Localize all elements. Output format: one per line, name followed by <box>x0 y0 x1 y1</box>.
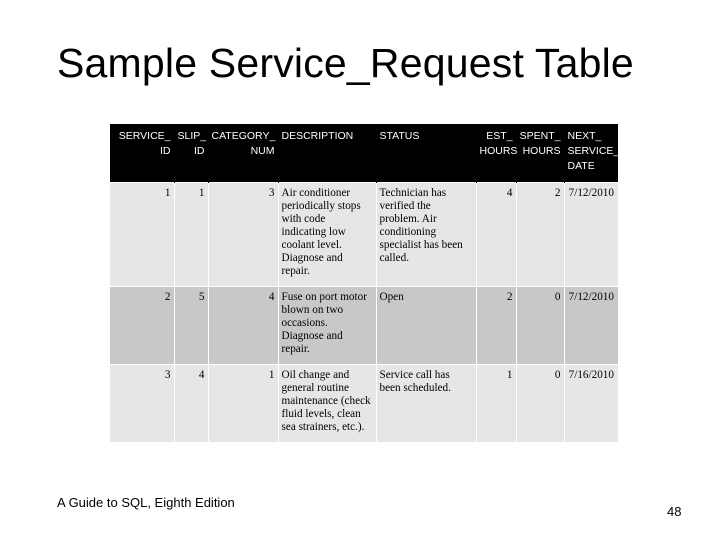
cell-next-service-date: 7/12/2010 <box>564 183 618 287</box>
cell-status: Technician has verified the problem. Air conditioning specialist has been called. <box>376 183 476 287</box>
cell-spent-hours: 0 <box>516 365 564 443</box>
service-request-table-container <box>110 124 618 442</box>
cell-est-hours: 4 <box>476 183 516 287</box>
slide-title: Sample Service_Request Table <box>57 40 634 86</box>
header-service-id: SERVICE_ ID <box>118 130 171 157</box>
cell-description: Fuse on port motor blown on two occasions. Diagnose and repair. <box>278 287 376 365</box>
cell-category-num: 3 <box>208 183 278 287</box>
cell-description: Oil change and general routine maintenance (check fluid levels, clean sea strainers, etc.). <box>278 365 376 443</box>
header-spent-hours: SPENT_ HOURS <box>516 124 564 183</box>
cell-spent-hours: 2 <box>516 183 564 287</box>
cell-slip-id: 1 <box>174 183 208 287</box>
cell-next-service-date: 7/12/2010 <box>564 287 618 365</box>
header-description: DESCRIPTION <box>278 124 376 183</box>
cell-next-service-date: 7/16/2010 <box>564 365 618 443</box>
cell-description: Air conditioner periodically stops with code indicating low coolant level. Diagnose and repair. <box>278 183 376 287</box>
table-row <box>110 365 618 443</box>
cell-status: Open <box>376 287 476 365</box>
header-est-hours: EST_ HOURS <box>476 124 516 183</box>
footer-text: A Guide to SQL, Eighth Edition <box>57 495 235 510</box>
cell-est-hours: 1 <box>476 365 516 443</box>
header-slip-id: SLIP_ ID <box>174 124 208 183</box>
service-request-table <box>110 124 618 442</box>
header-next-service-date: NEXT_ SERVICE_ DATE <box>564 124 618 183</box>
table-header-row <box>110 124 618 183</box>
page-number: 48 <box>667 504 682 519</box>
cell-slip-id: 5 <box>174 287 208 365</box>
table-row <box>110 287 618 365</box>
cell-category-num: 4 <box>208 287 278 365</box>
cell-est-hours: 2 <box>476 287 516 365</box>
cell-spent-hours: 0 <box>516 287 564 365</box>
cell-service-id: 1 <box>164 187 171 199</box>
cell-category-num: 1 <box>208 365 278 443</box>
cell-service-id: 3 <box>164 369 171 381</box>
cell-status: Service call has been scheduled. <box>376 365 476 443</box>
cell-service-id: 2 <box>164 291 171 303</box>
cell-slip-id: 4 <box>174 365 208 443</box>
table-row <box>110 183 618 287</box>
header-status: STATUS <box>376 124 476 183</box>
header-category-num: CATEGORY_ NUM <box>208 124 278 183</box>
